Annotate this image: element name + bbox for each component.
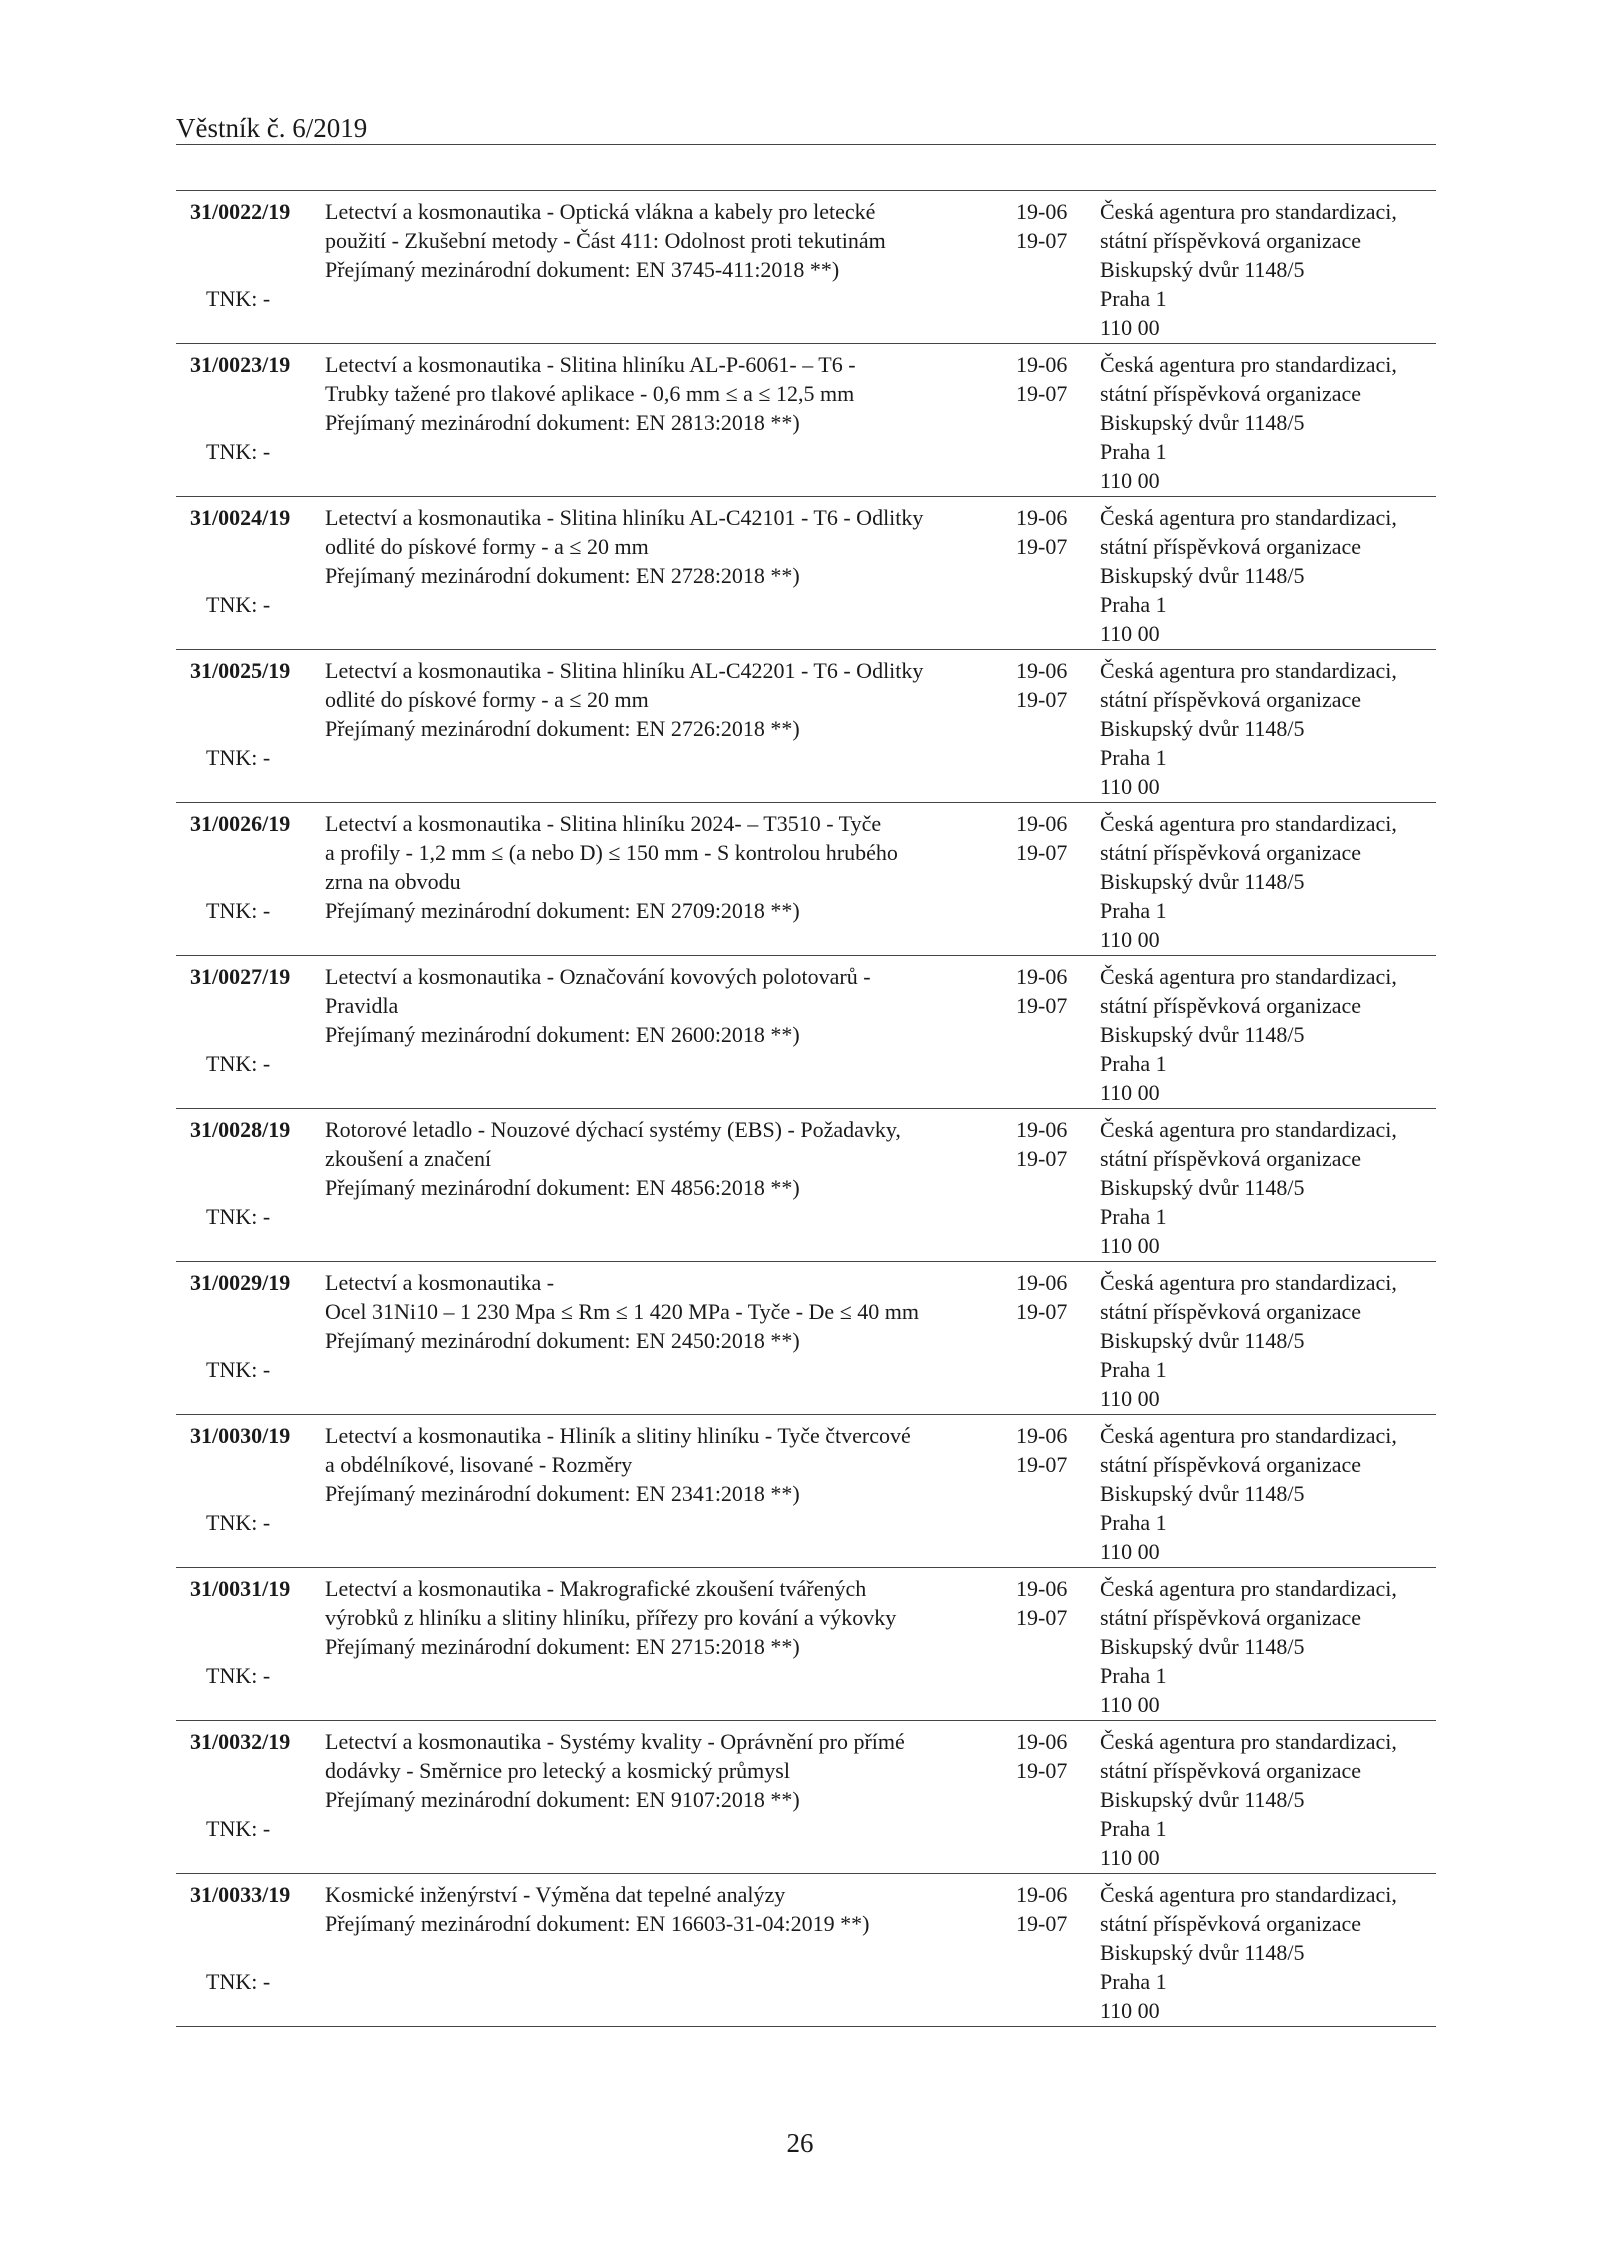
- description-line: a profily - 1,2 mm ≤ (a nebo D) ≤ 150 mm - S kontrolou hrubého: [325, 840, 898, 865]
- entry-tnk: TNK: -: [206, 439, 271, 464]
- organization-line: Praha 1: [1100, 439, 1167, 464]
- table-row: [176, 803, 1436, 956]
- entry-description: [325, 197, 985, 284]
- entry-description: [325, 962, 985, 1049]
- date-code: 19-06: [1016, 811, 1068, 836]
- entry-dates: [1016, 1727, 1067, 1785]
- organization-line: 110 00: [1100, 1539, 1160, 1564]
- table-row: [176, 1721, 1436, 1874]
- description-line: Přejímaný mezinárodní dokument: EN 16603-31-04:2019 **): [325, 1911, 870, 1936]
- entry-dates: [1016, 962, 1067, 1020]
- entry-description: [325, 656, 985, 743]
- organization-line: Praha 1: [1100, 898, 1167, 923]
- date-code: 19-06: [1016, 1117, 1068, 1142]
- entry-description: [325, 1574, 985, 1661]
- entry-dates: [1016, 350, 1067, 408]
- description-line: Letectví a kosmonautika - Slitina hliníku AL-C42201 - T6 - Odlitky: [325, 658, 924, 683]
- entry-id: 31/0025/19: [190, 658, 291, 683]
- organization-line: Česká agentura pro standardizaci,: [1100, 1117, 1397, 1142]
- entry-organization: [1100, 809, 1397, 954]
- entry-tnk: TNK: -: [206, 1051, 271, 1076]
- description-line: Přejímaný mezinárodní dokument: EN 2728:2018 **): [325, 563, 800, 588]
- entry-organization: [1100, 503, 1397, 648]
- table-row: [176, 956, 1436, 1109]
- date-code: 19-07: [1016, 1758, 1068, 1783]
- description-line: Přejímaný mezinárodní dokument: EN 2600:2018 **): [325, 1022, 800, 1047]
- date-code: 19-07: [1016, 1911, 1068, 1936]
- description-line: Letectví a kosmonautika - Slitina hliníku AL-P-6061- – T6 -: [325, 352, 856, 377]
- description-line: Přejímaný mezinárodní dokument: EN 2709:2018 **): [325, 898, 800, 923]
- entry-dates: [1016, 197, 1067, 255]
- description-line: Letectví a kosmonautika - Slitina hliníku AL-C42101 - T6 - Odlitky: [325, 505, 924, 530]
- organization-line: Praha 1: [1100, 1969, 1167, 1994]
- entry-organization: [1100, 350, 1397, 495]
- entry-tnk: TNK: -: [206, 592, 271, 617]
- description-line: Přejímaný mezinárodní dokument: EN 9107:2018 **): [325, 1787, 800, 1812]
- date-code: 19-07: [1016, 1452, 1068, 1477]
- entry-dates: [1016, 1268, 1067, 1326]
- entry-id: 31/0031/19: [190, 1576, 291, 1601]
- table-row: [176, 1109, 1436, 1262]
- date-code: 19-06: [1016, 199, 1068, 224]
- organization-line: Biskupský dvůr 1148/5: [1100, 257, 1305, 282]
- description-line: Kosmické inženýrství - Výměna dat tepelné analýzy: [325, 1882, 786, 1907]
- description-line: Letectví a kosmonautika - Slitina hliníku 2024- – T3510 - Tyče: [325, 811, 882, 836]
- organization-line: státní příspěvková organizace: [1100, 840, 1362, 865]
- entry-description: [325, 809, 985, 925]
- organization-line: Praha 1: [1100, 1357, 1167, 1382]
- organization-line: státní příspěvková organizace: [1100, 1299, 1362, 1324]
- organization-line: Biskupský dvůr 1148/5: [1100, 1328, 1305, 1353]
- entry-id: 31/0024/19: [190, 505, 291, 530]
- description-line: Přejímaný mezinárodní dokument: EN 4856:2018 **): [325, 1175, 800, 1200]
- description-line: výrobků z hliníku a slitiny hliníku, přířezy pro kování a výkovky: [325, 1605, 897, 1630]
- organization-line: státní příspěvková organizace: [1100, 687, 1362, 712]
- organization-line: Biskupský dvůr 1148/5: [1100, 1022, 1305, 1047]
- entry-description: [325, 1421, 985, 1508]
- organization-line: Praha 1: [1100, 1816, 1167, 1841]
- organization-line: 110 00: [1100, 927, 1160, 952]
- date-code: 19-07: [1016, 534, 1068, 559]
- organization-line: Praha 1: [1100, 286, 1167, 311]
- organization-line: Česká agentura pro standardizaci,: [1100, 505, 1397, 530]
- description-line: Trubky tažené pro tlakové aplikace - 0,6 mm ≤ a ≤ 12,5 mm: [325, 381, 855, 406]
- table-row: [176, 1415, 1436, 1568]
- description-line: Přejímaný mezinárodní dokument: EN 2341:2018 **): [325, 1481, 800, 1506]
- organization-line: 110 00: [1100, 1233, 1160, 1258]
- entry-id: 31/0028/19: [190, 1117, 291, 1142]
- entry-organization: [1100, 1268, 1397, 1413]
- entry-organization: [1100, 656, 1397, 801]
- table-row: [176, 497, 1436, 650]
- organization-line: 110 00: [1100, 1692, 1160, 1717]
- date-code: 19-06: [1016, 352, 1068, 377]
- date-code: 19-07: [1016, 1146, 1068, 1171]
- entry-id: 31/0026/19: [190, 811, 291, 836]
- organization-line: 110 00: [1100, 621, 1160, 646]
- table-row: [176, 1874, 1436, 2027]
- entry-tnk: TNK: -: [206, 1663, 271, 1688]
- organization-line: státní příspěvková organizace: [1100, 993, 1362, 1018]
- entry-id: 31/0033/19: [190, 1882, 291, 1907]
- date-code: 19-07: [1016, 1605, 1068, 1630]
- entry-tnk: TNK: -: [206, 745, 271, 770]
- entry-organization: [1100, 1421, 1397, 1566]
- date-code: 19-06: [1016, 1270, 1068, 1295]
- entry-id: 31/0029/19: [190, 1270, 291, 1295]
- organization-line: Biskupský dvůr 1148/5: [1100, 869, 1305, 894]
- date-code: 19-06: [1016, 1423, 1068, 1448]
- entry-description: [325, 1268, 985, 1355]
- entry-description: [325, 503, 985, 590]
- description-line: Letectví a kosmonautika - Makrografické zkoušení tvářených: [325, 1576, 867, 1601]
- entry-tnk: TNK: -: [206, 286, 271, 311]
- entry-dates: [1016, 1115, 1067, 1173]
- organization-line: 110 00: [1100, 468, 1160, 493]
- organization-line: státní příspěvková organizace: [1100, 1452, 1362, 1477]
- entry-organization: [1100, 962, 1397, 1107]
- entry-id: 31/0023/19: [190, 352, 291, 377]
- description-line: Ocel 31Ni10 – 1 230 Mpa ≤ Rm ≤ 1 420 MPa - Tyče - De ≤ 40 mm: [325, 1299, 919, 1324]
- organization-line: státní příspěvková organizace: [1100, 1146, 1362, 1171]
- organization-line: 110 00: [1100, 1080, 1160, 1105]
- organization-line: Biskupský dvůr 1148/5: [1100, 563, 1305, 588]
- entry-tnk: TNK: -: [206, 898, 271, 923]
- date-code: 19-06: [1016, 505, 1068, 530]
- description-line: Přejímaný mezinárodní dokument: EN 3745-411:2018 **): [325, 257, 840, 282]
- description-line: Rotorové letadlo - Nouzové dýchací systémy (EBS) - Požadavky,: [325, 1117, 901, 1142]
- description-line: Přejímaný mezinárodní dokument: EN 2726:2018 **): [325, 716, 800, 741]
- organization-line: státní příspěvková organizace: [1100, 1911, 1362, 1936]
- entry-id: 31/0030/19: [190, 1423, 291, 1448]
- organization-line: Česká agentura pro standardizaci,: [1100, 1882, 1397, 1907]
- date-code: 19-07: [1016, 687, 1068, 712]
- organization-line: Biskupský dvůr 1148/5: [1100, 1940, 1305, 1965]
- description-line: dodávky - Směrnice pro letecký a kosmický průmysl: [325, 1758, 790, 1783]
- table-row: [176, 650, 1436, 803]
- organization-line: 110 00: [1100, 1998, 1160, 2023]
- organization-line: Biskupský dvůr 1148/5: [1100, 1787, 1305, 1812]
- description-line: Přejímaný mezinárodní dokument: EN 2813:2018 **): [325, 410, 800, 435]
- organization-line: Česká agentura pro standardizaci,: [1100, 811, 1397, 836]
- entry-dates: [1016, 656, 1067, 714]
- entry-description: [325, 350, 985, 437]
- organization-line: 110 00: [1100, 1845, 1160, 1870]
- description-line: zrna na obvodu: [325, 869, 461, 894]
- organization-line: Biskupský dvůr 1148/5: [1100, 410, 1305, 435]
- organization-line: Biskupský dvůr 1148/5: [1100, 1175, 1305, 1200]
- description-line: Přejímaný mezinárodní dokument: EN 2715:2018 **): [325, 1634, 800, 1659]
- organization-line: Praha 1: [1100, 1051, 1167, 1076]
- entry-dates: [1016, 809, 1067, 867]
- entry-id: 31/0022/19: [190, 199, 291, 224]
- table-row: [176, 1262, 1436, 1415]
- organization-line: 110 00: [1100, 1386, 1160, 1411]
- entry-organization: [1100, 1574, 1397, 1719]
- description-line: Letectví a kosmonautika -: [325, 1270, 555, 1295]
- organization-line: Biskupský dvůr 1148/5: [1100, 716, 1305, 741]
- entry-tnk: TNK: -: [206, 1816, 271, 1841]
- organization-line: 110 00: [1100, 774, 1160, 799]
- organization-line: Praha 1: [1100, 1663, 1167, 1688]
- journal-title: Věstník č. 6/2019: [176, 113, 368, 143]
- entry-description: [325, 1115, 985, 1202]
- entry-dates: [1016, 1574, 1067, 1632]
- organization-line: Česká agentura pro standardizaci,: [1100, 658, 1397, 683]
- entry-id: 31/0027/19: [190, 964, 291, 989]
- date-code: 19-06: [1016, 1576, 1068, 1601]
- entry-description: [325, 1727, 985, 1814]
- organization-line: Praha 1: [1100, 745, 1167, 770]
- entry-tnk: TNK: -: [206, 1969, 271, 1994]
- description-line: Přejímaný mezinárodní dokument: EN 2450:2018 **): [325, 1328, 800, 1353]
- description-line: Letectví a kosmonautika - Označování kovových polotovarů -: [325, 964, 871, 989]
- entry-id: 31/0032/19: [190, 1729, 291, 1754]
- description-line: a obdélníkové, lisované - Rozměry: [325, 1452, 633, 1477]
- entry-dates: [1016, 503, 1067, 561]
- entry-description: [325, 1880, 985, 1938]
- organization-line: státní příspěvková organizace: [1100, 228, 1362, 253]
- organization-line: Praha 1: [1100, 592, 1167, 617]
- organization-line: 110 00: [1100, 315, 1160, 340]
- date-code: 19-06: [1016, 1729, 1068, 1754]
- standards-list: [176, 190, 1436, 2027]
- description-line: Letectví a kosmonautika - Optická vlákna a kabely pro letecké: [325, 199, 876, 224]
- organization-line: Česká agentura pro standardizaci,: [1100, 1270, 1397, 1295]
- organization-line: Česká agentura pro standardizaci,: [1100, 1576, 1397, 1601]
- organization-line: státní příspěvková organizace: [1100, 1605, 1362, 1630]
- organization-line: státní příspěvková organizace: [1100, 381, 1362, 406]
- page-number: 26: [786, 2128, 814, 2158]
- organization-line: Praha 1: [1100, 1510, 1167, 1535]
- description-line: Letectví a kosmonautika - Hliník a slitiny hliníku - Tyče čtvercové: [325, 1423, 911, 1448]
- entry-organization: [1100, 1115, 1397, 1260]
- table-row: [176, 191, 1436, 344]
- description-line: zkoušení a značení: [325, 1146, 492, 1171]
- organization-line: státní příspěvková organizace: [1100, 534, 1362, 559]
- entry-organization: [1100, 1880, 1397, 2025]
- organization-line: Biskupský dvůr 1148/5: [1100, 1634, 1305, 1659]
- entry-organization: [1100, 1727, 1397, 1872]
- date-code: 19-06: [1016, 658, 1068, 683]
- entry-dates: [1016, 1421, 1067, 1479]
- organization-line: Česká agentura pro standardizaci,: [1100, 1423, 1397, 1448]
- date-code: 19-07: [1016, 228, 1068, 253]
- entry-dates: [1016, 1880, 1067, 1938]
- description-line: odlité do pískové formy - a ≤ 20 mm: [325, 687, 649, 712]
- date-code: 19-06: [1016, 964, 1068, 989]
- organization-line: Česká agentura pro standardizaci,: [1100, 199, 1397, 224]
- organization-line: Praha 1: [1100, 1204, 1167, 1229]
- organization-line: Česká agentura pro standardizaci,: [1100, 352, 1397, 377]
- description-line: odlité do pískové formy - a ≤ 20 mm: [325, 534, 649, 559]
- table-row: [176, 1568, 1436, 1721]
- organization-line: státní příspěvková organizace: [1100, 1758, 1362, 1783]
- date-code: 19-06: [1016, 1882, 1068, 1907]
- organization-line: Biskupský dvůr 1148/5: [1100, 1481, 1305, 1506]
- description-line: použití - Zkušební metody - Část 411: Odolnost proti tekutinám: [325, 228, 886, 253]
- description-line: Letectví a kosmonautika - Systémy kvality - Oprávnění pro přímé: [325, 1729, 905, 1754]
- entry-tnk: TNK: -: [206, 1357, 271, 1382]
- organization-line: Česká agentura pro standardizaci,: [1100, 964, 1397, 989]
- entry-tnk: TNK: -: [206, 1204, 271, 1229]
- organization-line: Česká agentura pro standardizaci,: [1100, 1729, 1397, 1754]
- running-header: [176, 112, 1436, 145]
- date-code: 19-07: [1016, 993, 1068, 1018]
- date-code: 19-07: [1016, 381, 1068, 406]
- description-line: Pravidla: [325, 993, 399, 1018]
- entry-organization: [1100, 197, 1397, 342]
- date-code: 19-07: [1016, 1299, 1068, 1324]
- date-code: 19-07: [1016, 840, 1068, 865]
- table-row: [176, 344, 1436, 497]
- entry-tnk: TNK: -: [206, 1510, 271, 1535]
